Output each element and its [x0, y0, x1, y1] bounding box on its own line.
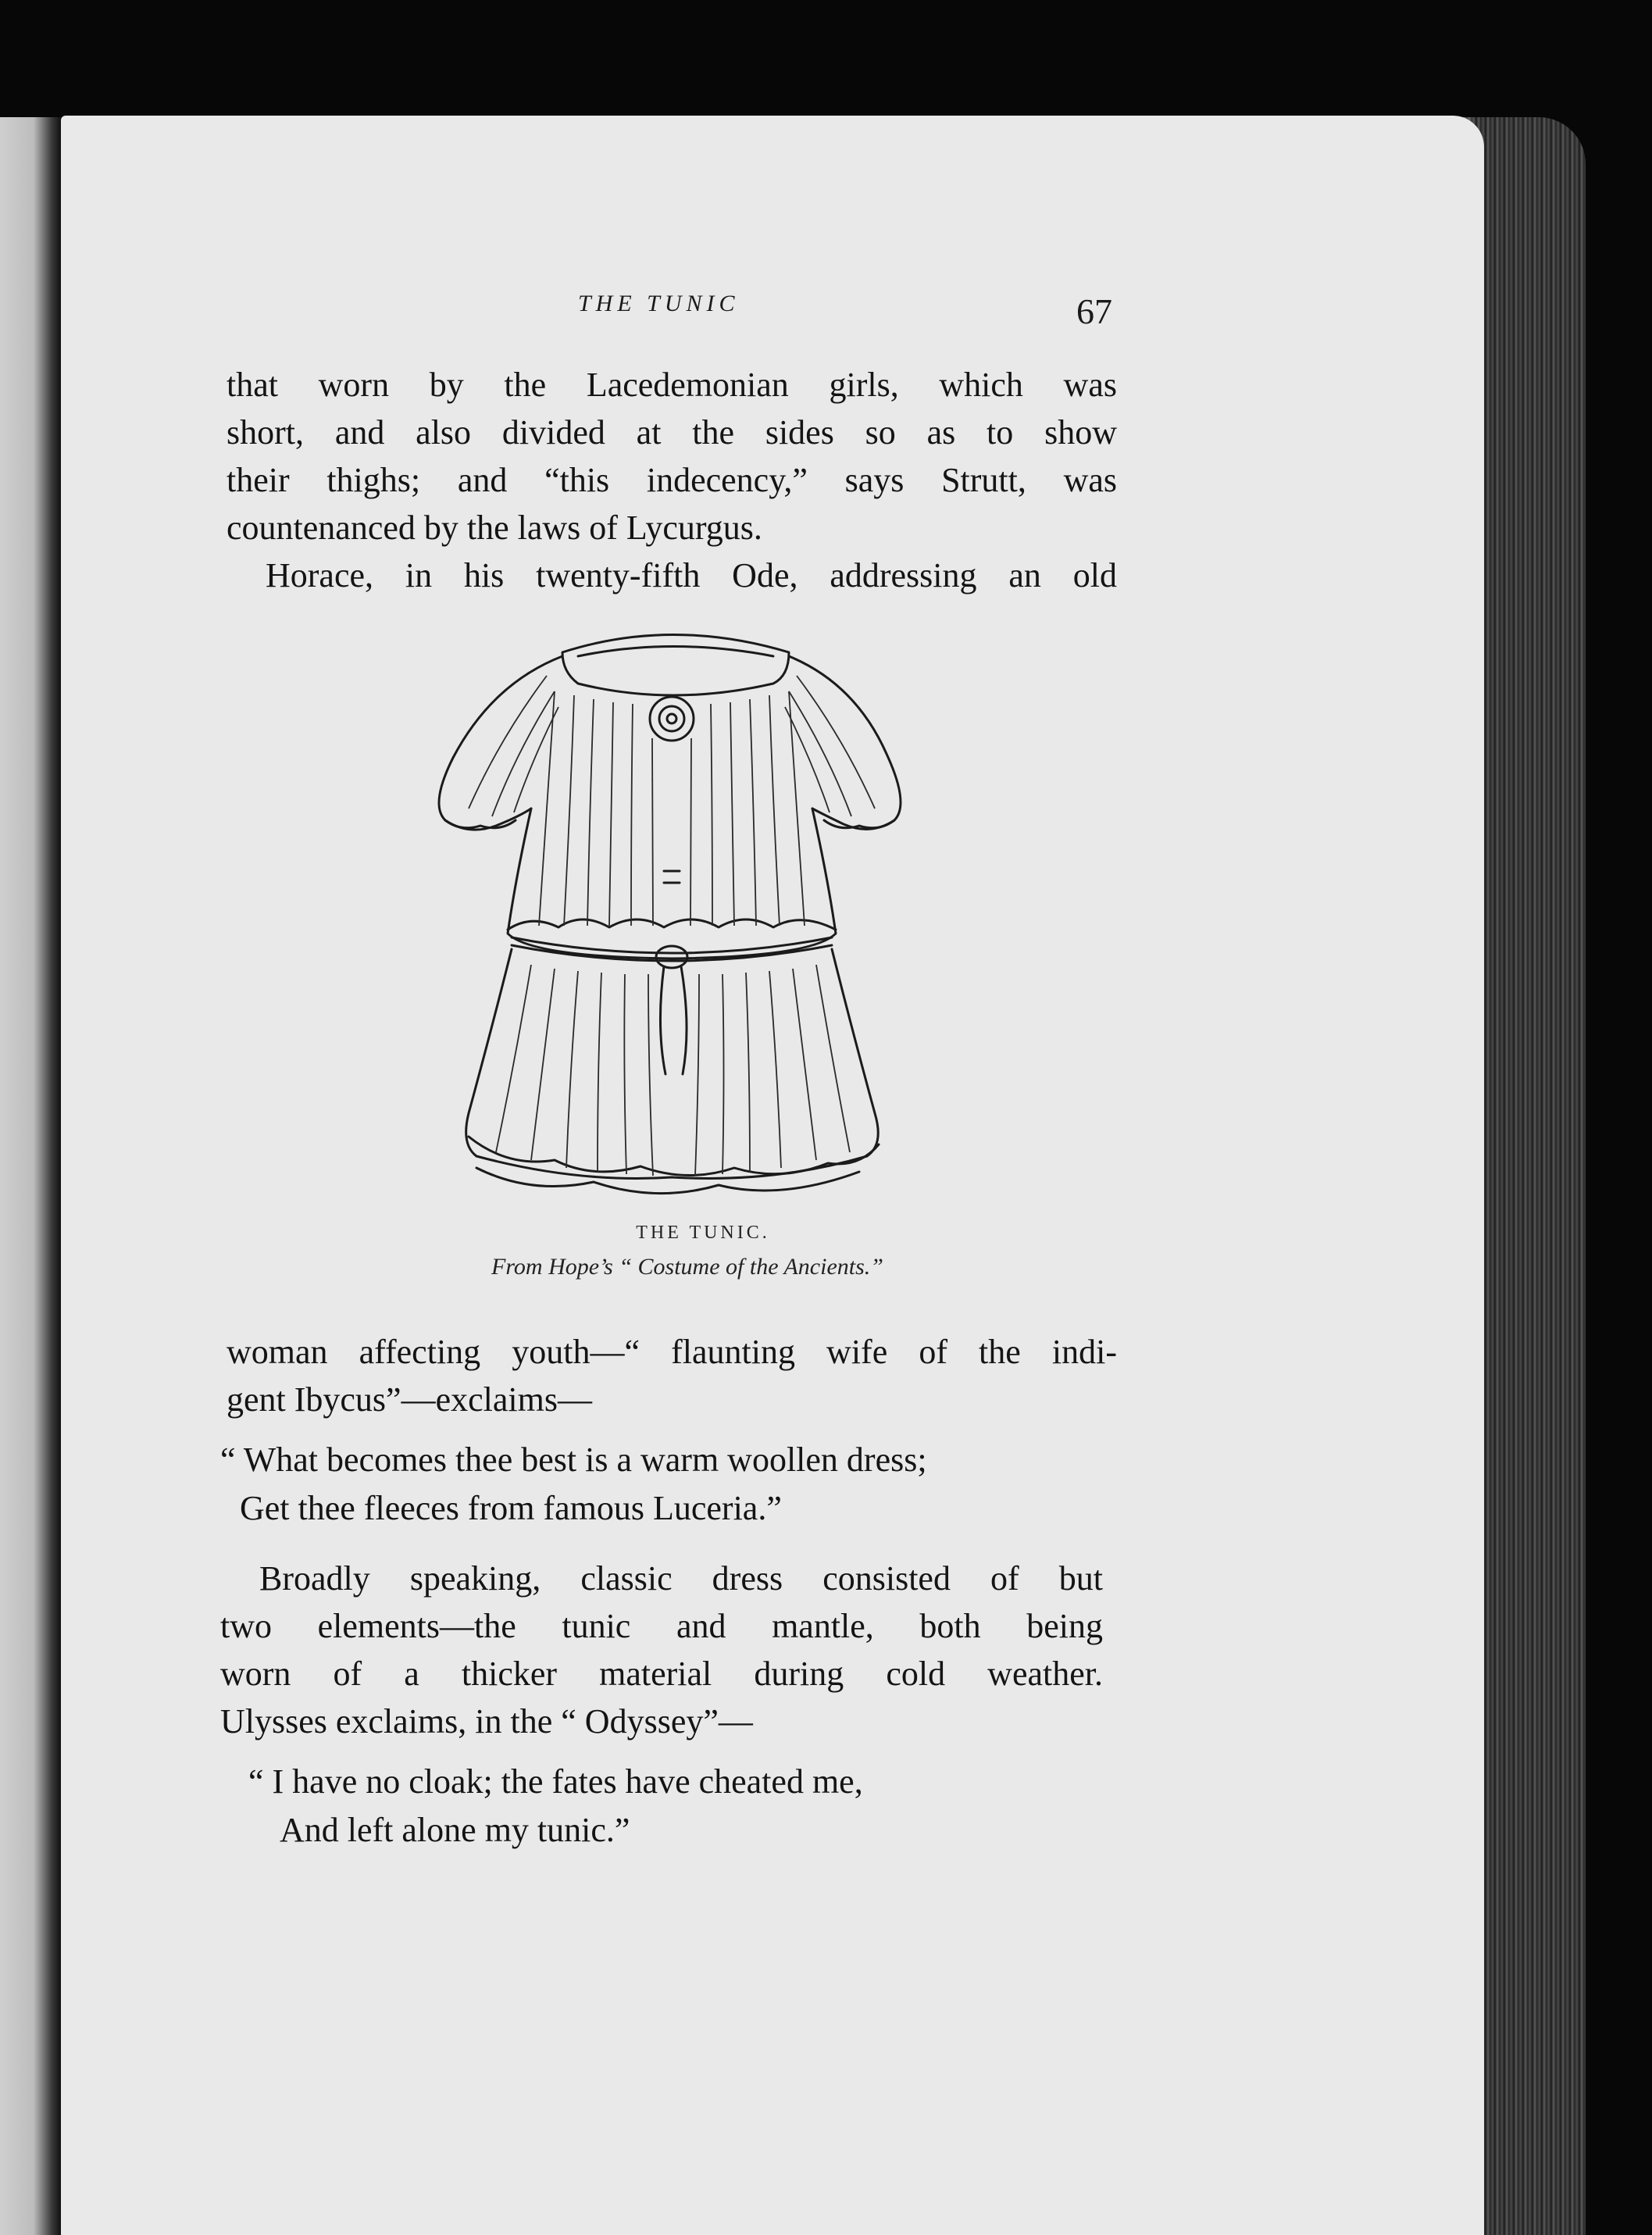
figure-caption-title: THE TUNIC.: [636, 1223, 770, 1243]
page-number: 67: [1076, 291, 1112, 331]
text-line: countenanced by the laws of Lycurgus.: [227, 509, 762, 547]
text-line: Broadly speaking, classic dress consisted of but: [259, 1559, 1103, 1598]
text-line: Ulysses exclaims, in the “ Odyssey”—: [220, 1702, 753, 1741]
tunic-illustration: [422, 621, 922, 1207]
text-line: woman affecting youth—“ flaunting wife of the indi-: [227, 1333, 1117, 1371]
verse-quote-1: [220, 1436, 927, 1533]
verse-quote-2: [248, 1758, 863, 1855]
text-line: short, and also divided at the sides so as to show: [227, 413, 1117, 452]
verse-line: “ I have no cloak; the fates have cheated me,: [248, 1762, 863, 1801]
text-line: two elements—the tunic and mantle, both being: [220, 1607, 1103, 1645]
verse-line: “ What becomes thee best is a warm woollen dress;: [220, 1441, 927, 1479]
verse-line: Get thee fleeces from famous Luceria.”: [240, 1489, 782, 1527]
verse-line: And left alone my tunic.”: [280, 1811, 630, 1849]
running-head: THE TUNIC: [578, 291, 740, 316]
figure-caption-source: From Hope’s “ Costume of the Ancients.”: [491, 1254, 883, 1280]
paragraph-1: [227, 361, 1117, 552]
text-line: worn of a thicker material during cold weather.: [220, 1655, 1103, 1693]
paragraph-3: [220, 1555, 1103, 1745]
text-line: that worn by the Lacedemonian girls, which was: [227, 366, 1117, 404]
paragraph-2-start: [227, 552, 1117, 599]
paragraph-2-continued: [227, 1328, 1117, 1423]
text-line: their thighs; and “this indecency,” says Strutt, was: [227, 461, 1117, 499]
book-spine-edge: [0, 117, 61, 2235]
text-line: gent Ibycus”—exclaims—: [227, 1380, 592, 1419]
text-line: Horace, in his twenty-fifth Ode, addressing an old: [266, 556, 1117, 594]
